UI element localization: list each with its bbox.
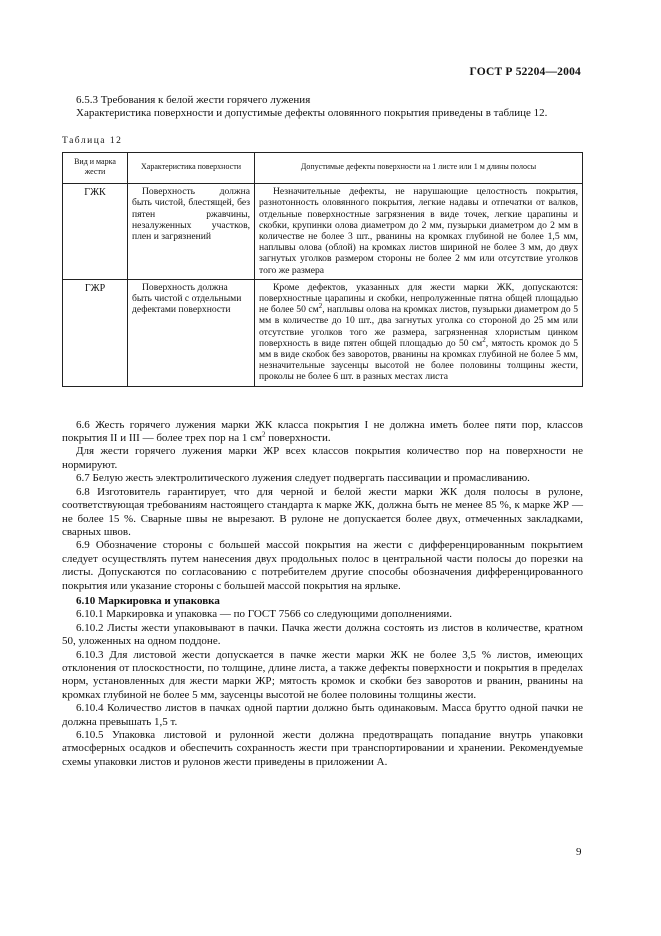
page-content [62, 94, 583, 769]
paragraph-6-10-1: 6.10.1 Маркировка и упаковка — по ГОСТ 7566 со следующими дополнениями. [76, 608, 452, 621]
section-title-653: 6.5.3 Требования к белой жести горячего лужения [76, 94, 311, 106]
paragraph-6-6-b: Для жести горячего лужения марки ЖР всех классов покрытия количество пор на поверхности не нормируют. [62, 445, 583, 471]
row-defects: Незначительные дефекты, не нарушающие целостность покрытия, разнотонность оловянного покрытия, легкие надавы и отпечатки от валков, отдельные поверхностные загрязнения в виде точек, легкие царапины и скобки, крупинки олова диаметром до 2 мм, пузырьки диаметром до 2 мм в количестве не более 3 шт., рванины на кромках глубиной не более 1,5 мм, наплывы олова (облой) на кромках листов шириной не более 3 мм, до двух загнутых уголков размером стороны не более 2 мм или отсутствие уголков того же размера [255, 184, 583, 280]
row-grade: ГЖК [63, 184, 128, 280]
table-row [63, 279, 583, 386]
paragraph-6-9: 6.9 Обозначение стороны с большей массой покрытия на жести с дифференцированным покрытием следует осуществлять путем нанесения двух продольных полос в центральной части полосы до порезки на листы. Допускаются по согласованию с потребителем другие способы обозначения дифференцированного покрытия или указание стороны с большей массой покрытия на ярлыке. [62, 539, 583, 592]
page-number: 9 [576, 846, 582, 858]
paragraph-6-10-3: 6.10.3 Для листовой жести допускается в пачке жести марки ЖК не более 3,5 % листов, имеющих отклонения от плоскостности, по толщине, длине листа, а также дефекты поверхности и покрытия в пределах норм, установленных для жести марки ЖР; мятость кромок и скобки без заворотов и рванин, рванины на кромках глубиной не более 5 мм, заусенцы высотой не более половины толщины жести. [62, 648, 583, 701]
superscript: 2 [482, 335, 486, 344]
table-caption: Таблица 12 [62, 135, 123, 146]
table-header-row [63, 153, 583, 184]
body-text [62, 419, 583, 770]
text-part: поверхности. [265, 432, 331, 445]
document-header: ГОСТ Р 52204—2004 [469, 66, 581, 78]
paragraph-6-10-5: 6.10.5 Упаковка листовой и рулонной жести должна предотвращать попадание внутрь упаковки атмосферных осадков и обеспечить сохранность жести при транспортировании и хранении. Рекомендуемые схемы упаковки листов и рулонов жести приведены в приложении А. [62, 729, 583, 768]
superscript: 2 [318, 302, 323, 311]
paragraph-6-7: 6.7 Белую жесть электролитического лужения следует подвергать пассивации и промасливанию. [76, 472, 530, 485]
text-part: 6.6 Жесть горячего лужения марки ЖК класса покрытия I не должна иметь более пяти пор, классов покрытия II и III — более трех пор на 1 см [62, 418, 583, 445]
defects-text-part: , мятость кромок до 5 мм в виде скобок без заворотов, рванины на кромках глубиной не более 5 мм, незначительные заусенцы высотой не более половины толщины жести, проколы не более 6 шт. в разных местах листа [259, 337, 578, 383]
defects-table [62, 152, 583, 386]
row-surface: Поверхность должна быть чистой с отдельными дефектами поверхности [128, 279, 255, 386]
header-defects: Допустимые дефекты поверхности на 1 листе или 1 м длины полосы [255, 153, 583, 184]
table-row [63, 184, 583, 280]
header-grade: Вид и марка жести [63, 153, 128, 184]
row-defects [255, 279, 583, 386]
paragraph-6-10-2: 6.10.2 Листы жести упаковывают в пачки. Пачка жести должна состоять из листов в количестве, кратном 50, уложенных на одном поддоне. [62, 621, 583, 648]
row-grade: ГЖР [63, 279, 128, 386]
row-surface: Поверхность должна быть чистой, блестящей, без пятен ржавчины, незалуженных участков, плен и загрязнений [128, 184, 255, 280]
paragraph-6-6 [62, 419, 583, 446]
header-surface: Характеристика поверхности [128, 153, 255, 184]
defects-text-part: , наплывы олова на кромках листов, пузырьки диаметром до 5 мм в количестве до 10 шт., два загнутых уголка со стороной до 25 мм или отсутствие уголков того же размера, загрязненная хлористым цинком поверхность в виде пятен общей площадью до 50 см [259, 304, 578, 349]
section-intro-653: Характеристика поверхности и допустимые дефекты оловянного покрытия приведены в таблице 12. [76, 107, 548, 120]
superscript: 2 [261, 430, 266, 439]
paragraph-6-8: 6.8 Изготовитель гарантирует, что для черной и белой жести марки ЖК доля полосы в рулоне, соответствующая требованиям настоящего стандарта к марке ЖК, должна быть не менее 85 %, к марке ЖР — не более 15 %. Сварные швы не вырезают. В рулоне не допускается более двух, отмеченных закладками, сварных швов. [62, 485, 583, 538]
defects-text-part: Кроме дефектов, указанных для жести марки ЖК, допускаются: поверхностные царапины и скобки, непролуженные пятна общей площадью не более 50 см [259, 281, 578, 316]
paragraph-6-10-4: 6.10.4 Количество листов в пачках одной партии должно быть одинаковым. Масса брутто одной пачки не должна превышать 1,5 т. [62, 702, 583, 728]
section-title-6-10: 6.10 Маркировка и упаковка [76, 594, 220, 607]
